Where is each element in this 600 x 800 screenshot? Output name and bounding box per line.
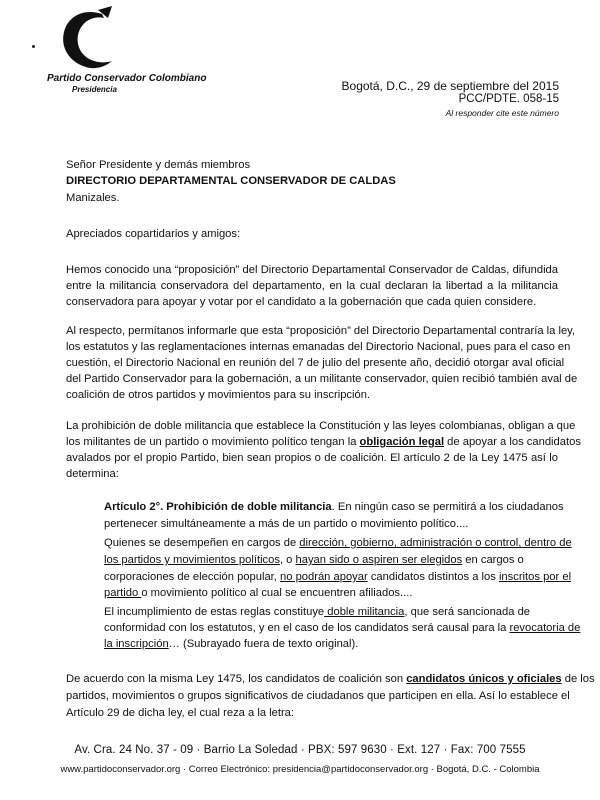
- paragraph-line: los estatutos y las reglamentaciones internas emanadas del Directorio Nacional, pues para el caso en: [66, 341, 571, 353]
- quote-line: conformidad con los estatutos, y en el caso de los candidatos será causal para la revocatoria de: [104, 622, 581, 634]
- article-heading: Artículo 2°. Prohibición de doble militancia: [104, 501, 332, 513]
- quote-line: corporaciones de elección popular, no podrán apoyar candidatos distintos a los inscritos por el: [104, 571, 572, 583]
- paragraph-line: Al respecto, permítanos informarle que esta “proposición” del Directorio Departamental contraría la ley,: [66, 325, 576, 337]
- quote-line: Artículo 2°. Prohibición de doble militancia. En ningún caso se permitirá a los ciudadanos: [104, 501, 564, 513]
- letter-date: Bogotá, D.C., 29 de septiembre del 2015: [341, 79, 559, 93]
- quote-line: pertenecer simultáneamente a más de un partido o movimiento político....: [104, 518, 469, 530]
- speck-mark: [32, 45, 35, 48]
- paragraph-line: Artículo 29 de dicha ley, el cual reza a la letra:: [66, 707, 295, 719]
- underlined-term: candidatos únicos y oficiales: [406, 673, 562, 685]
- paragraph-line: De acuerdo con la misma Ley 1475, los candidatos de coalición son candidatos únicos y oficiales de los: [66, 673, 595, 685]
- reference-number: PCC/PDTE. 058-15: [458, 93, 559, 105]
- reference-note: Al responder cite este número: [445, 108, 559, 118]
- paragraph-line: determina:: [66, 468, 119, 480]
- paragraph-line: entre la militancia conservadora del departamento, en la cual declaran la libertad a la militancia: [66, 280, 558, 292]
- party-name: Partido Conservador Colombiano: [47, 73, 207, 84]
- paragraph-line: cuestión, el Directorio Nacional en reunión del 7 de julio del presente año, decidió otorgar aval oficial: [66, 357, 565, 369]
- recipient-name: DIRECTORIO DEPARTAMENTAL CONSERVADOR DE CALDAS: [66, 175, 396, 187]
- paragraph-line: La prohibición de doble militancia que establece la Constitución y las leyes colombianas, obligan a que: [66, 420, 576, 432]
- recipient-city: Manizales.: [66, 192, 120, 204]
- paragraph-line: avalados por el propio Partido, bien sean propios o de coalición. El artículo 2 de la Ley 1475 así lo: [66, 452, 558, 464]
- paragraph-line: los militantes de un partido o movimiento político tengan la obligación legal de apoyar a los candidatos: [66, 436, 581, 448]
- party-subtitle: Presidencia: [72, 85, 117, 94]
- quote-line: Quienes se desempeñen en cargos de dirección, gobierno, administración o control, dentro de: [104, 537, 572, 549]
- quote-line: El incumplimiento de estas reglas constituye doble militancia, que será sancionada de: [104, 606, 531, 618]
- quote-line: la inscripción… (Subrayado fuera de texto original).: [104, 638, 359, 650]
- quote-line: los partidos y movimientos políticos, o hayan sido o aspiren ser elegidos en cargos o: [104, 554, 524, 566]
- underlined-term: obligación legal: [359, 436, 445, 448]
- quote-line: partido o movimiento político al cual se encuentren afiliados....: [104, 587, 413, 599]
- footer-contact: www.partidoconservador.org · Correo Electrónico: presidencia@partidoconservador.org · Bogotá, D.C. - Colombia: [60, 764, 540, 775]
- paragraph-line: partidos, movimientos o grupos significativos de ciudadanos que participen en ella. Así lo establece el: [66, 690, 570, 702]
- party-logo-icon: [40, 6, 130, 76]
- paragraph-line: conservadora para apoyar y votar por el candidato a la gobernación que cada quien considere.: [66, 296, 537, 308]
- paragraph-line: del Partido Conservador para la gobernación, a un militante conservador, quien recibió también aval de: [66, 373, 578, 385]
- recipient-line: Señor Presidente y demás miembros: [66, 159, 251, 171]
- paragraph-line: coalición de otros partidos y movimientos para su inscripción.: [66, 389, 371, 401]
- paragraph-line: Hemos conocido una “proposición” del Directorio Departamental Conservador de Caldas, difundida: [66, 264, 558, 276]
- greeting: Apreciados copartidarios y amigos:: [66, 228, 241, 240]
- footer-address: Av. Cra. 24 No. 37 - 09 · Barrio La Soledad · PBX: 597 9630 · Ext. 127 · Fax: 700 7555: [74, 744, 526, 756]
